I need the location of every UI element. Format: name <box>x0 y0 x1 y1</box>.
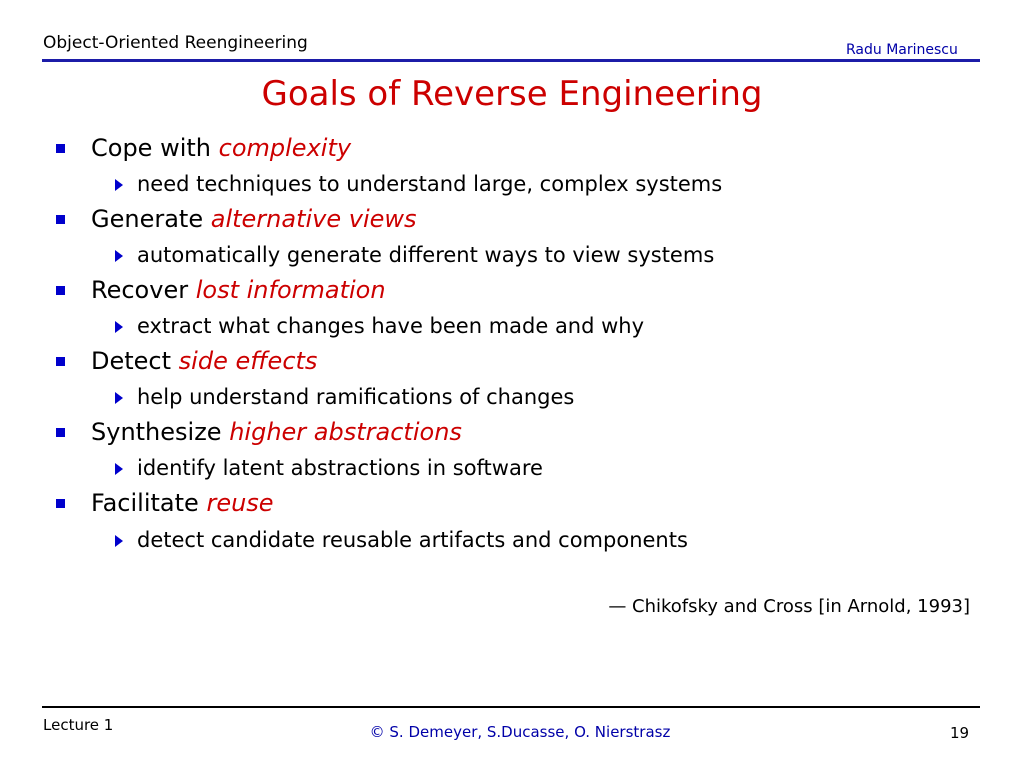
bullet-lead: Facilitate <box>91 489 199 517</box>
course-title: Object-Oriented Reengineering <box>43 33 308 53</box>
bullet-emphasis: side effects <box>178 347 318 375</box>
bullet-emphasis: higher abstractions <box>229 418 462 446</box>
sub-bullet-text: extract what changes have been made and why <box>137 314 645 338</box>
bullet-emphasis: alternative views <box>210 205 417 233</box>
square-bullet-icon <box>56 215 65 224</box>
bullet-lead: Generate <box>91 205 204 233</box>
bullet-lead: Synthesize <box>91 418 222 446</box>
bullet-emphasis: complexity <box>218 134 352 162</box>
square-bullet-icon <box>56 428 65 437</box>
copyright: © S. Demeyer, S.Ducasse, O. Nierstrasz <box>369 723 671 741</box>
bullet-lead: Detect <box>91 347 172 375</box>
sub-bullet-text: detect candidate reusable artifacts and components <box>137 528 688 552</box>
triangle-bullet-icon <box>115 179 123 191</box>
square-bullet-icon <box>56 286 65 295</box>
triangle-bullet-icon <box>115 321 123 333</box>
author-name: Radu Marinescu <box>846 42 958 58</box>
bullet-text <box>91 489 274 517</box>
bullet-lead: Recover <box>91 276 189 304</box>
triangle-bullet-icon <box>115 250 123 262</box>
footer-divider <box>42 706 980 708</box>
bullet-text <box>91 134 351 162</box>
slide-title: Goals of Reverse Engineering <box>261 74 763 114</box>
square-bullet-icon <box>56 499 65 508</box>
square-bullet-icon <box>56 144 65 153</box>
sub-bullet-text: identify latent abstractions in software <box>137 456 543 480</box>
bullet-text <box>91 205 417 233</box>
lecture-label: Lecture 1 <box>43 716 114 734</box>
bullet-emphasis: reuse <box>206 489 274 517</box>
bullet-text <box>91 276 386 304</box>
sub-bullet-text: automatically generate different ways to view systems <box>137 243 715 267</box>
page-number: 19 <box>950 724 970 742</box>
bullet-emphasis: lost information <box>195 276 386 304</box>
sub-bullet-text: need techniques to understand large, complex systems <box>137 172 723 196</box>
triangle-bullet-icon <box>115 535 123 547</box>
sub-bullet-text: help understand ramifications of changes <box>137 385 575 409</box>
triangle-bullet-icon <box>115 463 123 475</box>
bullet-text <box>91 418 462 446</box>
triangle-bullet-icon <box>115 392 123 404</box>
bullet-lead: Cope with <box>91 134 211 162</box>
square-bullet-icon <box>56 357 65 366</box>
header-divider <box>42 59 980 62</box>
bullet-text <box>91 347 317 375</box>
citation: — Chikofsky and Cross [in Arnold, 1993] <box>608 596 970 617</box>
